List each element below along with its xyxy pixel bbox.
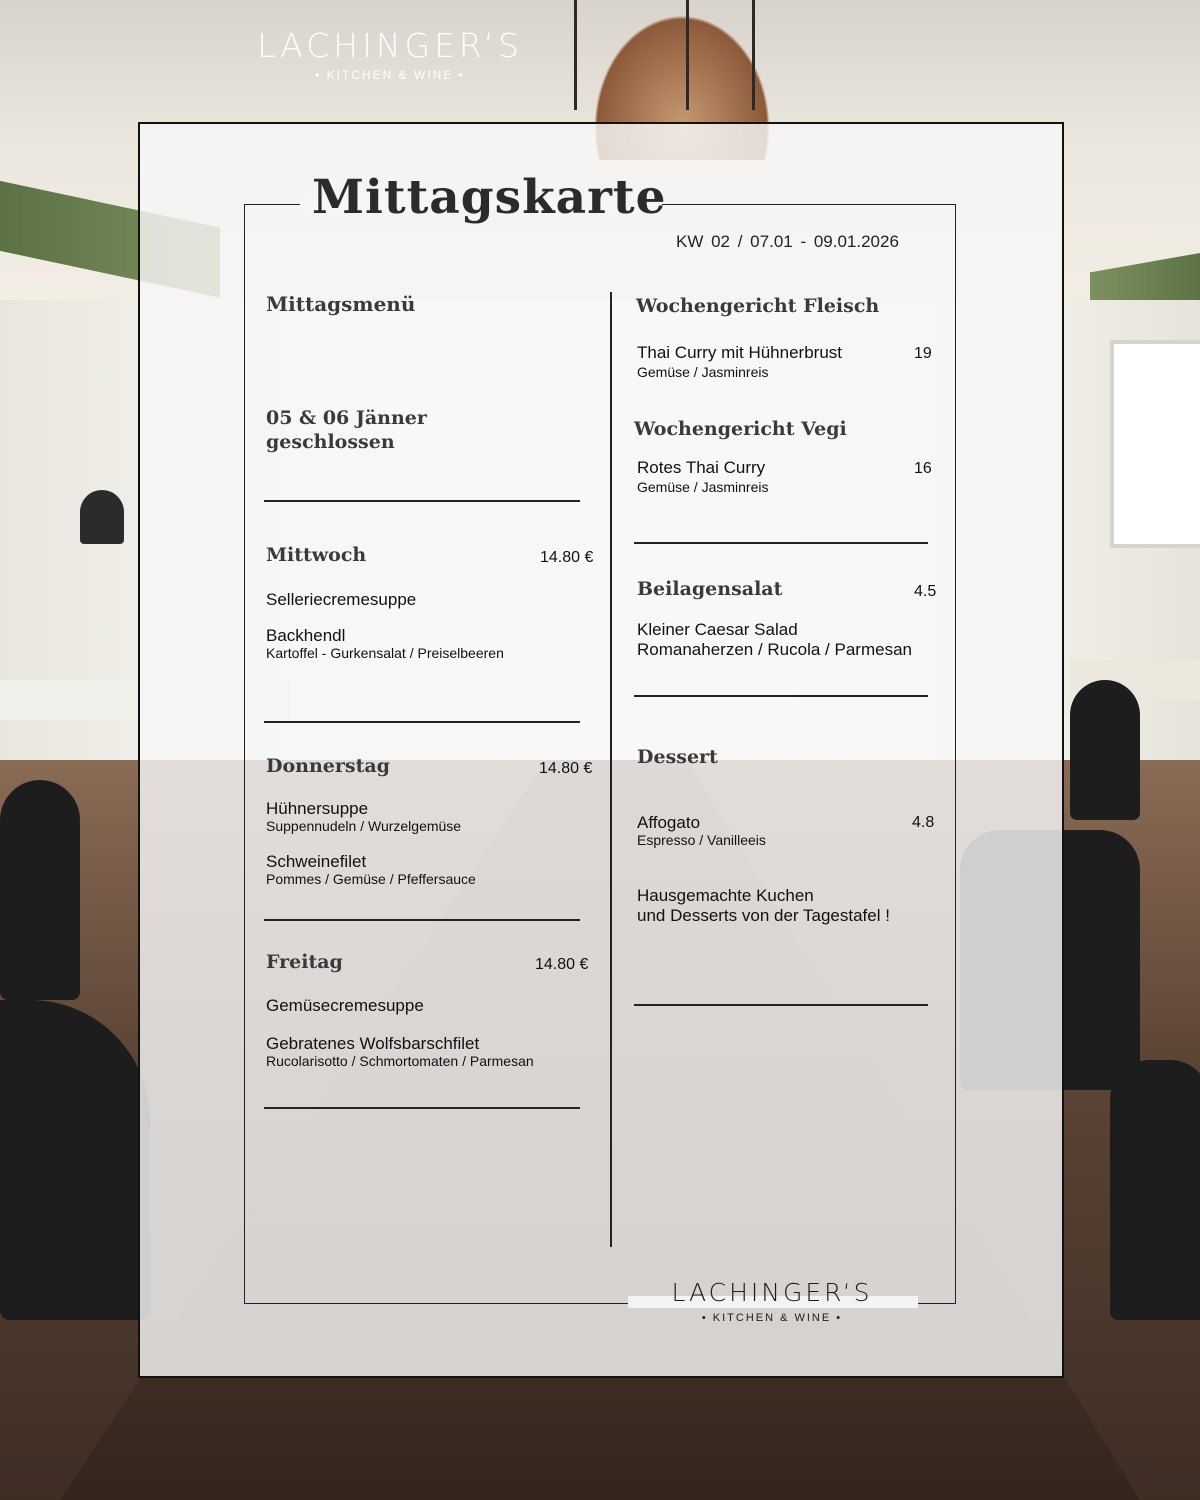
day-heading-wednesday: Mittwoch — [266, 544, 367, 566]
logo-tagline: • KITCHEN & WINE • — [315, 68, 465, 82]
menu-inner-frame — [244, 204, 956, 1304]
week-range: KW 02 / 07.01 - 09.01.2026 — [676, 232, 899, 251]
side-salad-price: 4.5 — [914, 583, 937, 600]
logo-tagline: • KITCHEN & WINE • — [701, 1312, 843, 1324]
price-wednesday: 14.80 € — [540, 549, 594, 566]
dessert-note-line2: und Desserts von der Tagestafel ! — [637, 906, 890, 925]
closed-notice-line1: 05 & 06 Jänner — [266, 407, 427, 429]
soup-friday: Gemüsecremesuppe — [266, 996, 424, 1015]
section-divider — [634, 1004, 928, 1006]
logo-wordmark: LACHINGER‘S — [257, 26, 523, 65]
section-divider — [264, 721, 580, 723]
veggie-dish-sides: Gemüse / Jasminreis — [637, 479, 769, 495]
side-salad-heading: Beilagensalat — [637, 578, 783, 600]
veggie-dish-price: 16 — [914, 460, 932, 477]
dessert-note-line1: Hausgemachte Kuchen — [637, 886, 814, 905]
main-friday: Gebratenes Wolfsbarschfilet — [266, 1034, 480, 1053]
section-divider — [264, 500, 580, 502]
section-divider — [264, 1107, 580, 1109]
veggie-dish-heading: Wochengericht Vegi — [634, 418, 847, 440]
main-wednesday: Backhendl — [266, 626, 346, 645]
top-logo — [190, 26, 590, 82]
price-friday: 14.80 € — [535, 956, 589, 973]
meat-dish-heading: Wochengericht Fleisch — [636, 295, 880, 317]
column-divider — [610, 292, 612, 1247]
main-thursday: Schweinefilet — [266, 852, 367, 871]
bottom-logo — [626, 1278, 918, 1324]
logo-wordmark: LACHINGER‘S — [671, 1278, 873, 1307]
side-salad-name: Kleiner Caesar Salad — [637, 620, 798, 639]
dessert-price: 4.8 — [912, 814, 935, 831]
side-salad-sides: Romanaherzen / Rucola / Parmesan — [637, 640, 912, 659]
lunch-menu-heading: Mittagsmenü — [266, 292, 416, 316]
veggie-dish-name: Rotes Thai Curry — [637, 458, 766, 477]
menu-title: Mittagskarte — [312, 170, 667, 225]
day-heading-friday: Freitag — [266, 951, 343, 973]
dessert-sides: Espresso / Vanilleeis — [637, 832, 766, 848]
day-heading-thursday: Donnerstag — [266, 755, 390, 777]
section-divider — [264, 919, 580, 921]
dessert-heading: Dessert — [637, 746, 718, 768]
main-sides-thursday: Pommes / Gemüse / Pfeffersauce — [266, 871, 476, 887]
main-sides-wednesday: Kartoffel - Gurkensalat / Preiselbeeren — [266, 645, 504, 661]
price-thursday: 14.80 € — [539, 760, 593, 777]
dessert-name: Affogato — [637, 813, 701, 832]
meat-dish-price: 19 — [914, 345, 932, 362]
soup-sides-thursday: Suppennudeln / Wurzelgemüse — [266, 818, 462, 834]
soup-wednesday: Selleriecremesuppe — [266, 590, 417, 609]
soup-thursday: Hühnersuppe — [266, 799, 369, 818]
section-divider — [634, 542, 928, 544]
meat-dish-sides: Gemüse / Jasminreis — [637, 364, 769, 380]
closed-notice-line2: geschlossen — [266, 431, 395, 453]
main-sides-friday: Rucolarisotto / Schmortomaten / Parmesan — [266, 1053, 534, 1069]
meat-dish-name: Thai Curry mit Hühnerbrust — [637, 343, 843, 362]
section-divider — [634, 695, 928, 697]
